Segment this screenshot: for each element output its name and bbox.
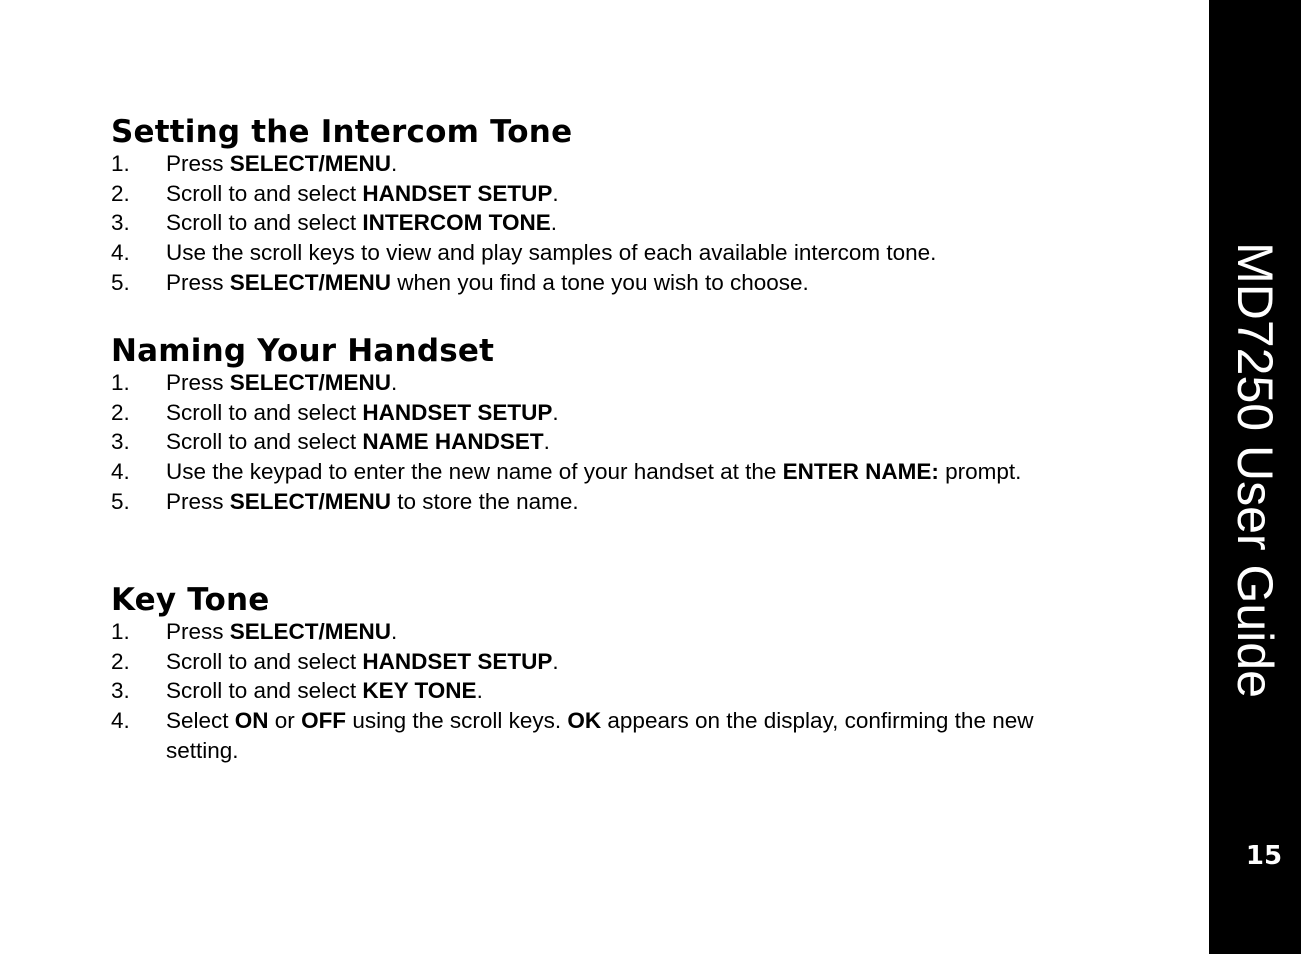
list-item (111, 706, 1111, 765)
bold-term: HANDSET SETUP (362, 648, 553, 674)
step-text: Press SELECT/MENU to store the name. (166, 488, 579, 514)
step-number: 1. (111, 619, 130, 644)
list-item (111, 617, 1111, 647)
step-number: 3. (111, 429, 130, 455)
step-number: 4. (111, 240, 130, 266)
guide-title: MD7250 User Guide (1227, 242, 1283, 698)
step-number: 5. (111, 488, 130, 514)
list-item (111, 647, 1111, 677)
step-text: Use the keypad to enter the new name of your handset at the ENTER NAME: prompt. (166, 459, 1022, 485)
step-text: Scroll to and select NAME HANDSET. (166, 429, 550, 455)
list-item (111, 368, 1111, 398)
section-naming-handset (111, 334, 1111, 517)
section-key-tone (111, 583, 1111, 766)
step-text: Select ON or OFF using the scroll keys. OK appears on the display, confirming the new setting. (166, 708, 1034, 763)
bold-term: KEY TONE (362, 678, 477, 704)
bold-term: INTERCOM TONE (362, 210, 551, 236)
bold-term: SELECT/MENU (229, 151, 392, 176)
bold-term: SELECT/MENU (229, 619, 392, 644)
step-number: 5. (111, 269, 130, 295)
bold-term: HANDSET SETUP (362, 399, 553, 425)
step-text: Use the scroll keys to view and play samples of each available intercom tone. (166, 240, 937, 266)
step-text: Press SELECT/MENU. (166, 619, 398, 644)
step-text: Scroll to and select INTERCOM TONE. (166, 210, 557, 236)
bold-term: OFF (301, 708, 347, 734)
bold-term: SELECT/MENU (229, 370, 392, 395)
step-text: Press SELECT/MENU when you find a tone you wish to choose. (166, 269, 809, 295)
step-text: Scroll to and select HANDSET SETUP. (166, 180, 559, 206)
page-number: 15 (1245, 841, 1283, 871)
step-number: 4. (111, 459, 130, 485)
step-list (111, 149, 1111, 298)
list-item (111, 149, 1111, 179)
step-list (111, 368, 1111, 517)
list-item (111, 427, 1111, 457)
step-number: 3. (111, 678, 130, 704)
list-item (111, 208, 1111, 238)
bold-term: SELECT/MENU (229, 269, 392, 295)
step-list (111, 617, 1111, 766)
step-text: Scroll to and select HANDSET SETUP. (166, 648, 559, 674)
side-bar (1209, 0, 1301, 954)
list-item (111, 179, 1111, 209)
step-number: 2. (111, 399, 130, 425)
bold-term: HANDSET SETUP (362, 180, 553, 206)
bold-term: ON (234, 708, 269, 734)
list-item (111, 398, 1111, 428)
bold-term: ENTER NAME: (782, 459, 939, 485)
step-text: Press SELECT/MENU. (166, 370, 398, 395)
list-item (111, 676, 1111, 706)
section-intercom-tone (111, 115, 1111, 298)
list-item (111, 238, 1111, 268)
list-item (111, 487, 1111, 517)
step-text: Scroll to and select KEY TONE. (166, 678, 483, 704)
step-number: 4. (111, 708, 130, 734)
section-title: Key Tone (111, 582, 270, 618)
step-text: Press SELECT/MENU. (166, 151, 398, 176)
step-number: 2. (111, 648, 130, 674)
section-title: Setting the Intercom Tone (111, 114, 573, 150)
section-title: Naming Your Handset (111, 333, 495, 369)
step-number: 3. (111, 210, 130, 236)
bold-term: OK (567, 708, 602, 734)
step-number: 1. (111, 370, 130, 395)
bold-term: NAME HANDSET (362, 429, 544, 455)
step-number: 1. (111, 151, 130, 176)
step-text: Scroll to and select HANDSET SETUP. (166, 399, 559, 425)
list-item (111, 457, 1111, 487)
bold-term: SELECT/MENU (229, 488, 392, 514)
list-item (111, 268, 1111, 298)
step-number: 2. (111, 180, 130, 206)
